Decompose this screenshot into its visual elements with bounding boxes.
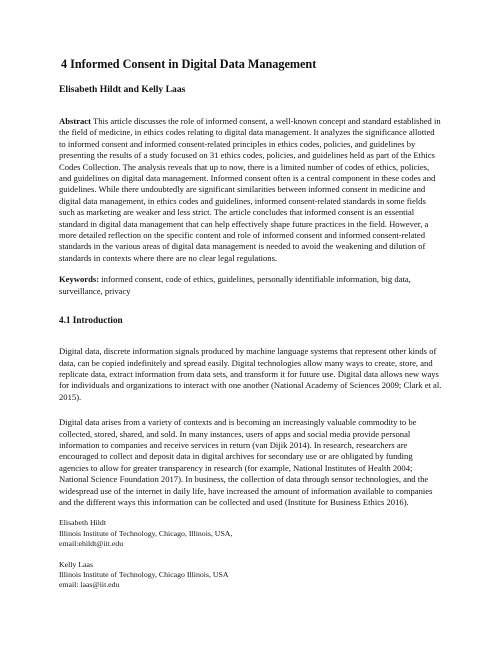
body-paragraph: Digital data, discrete information signals produced by machine language systems that represent other kinds of data, can be copied indefinitely and spread easily. Digital technologies allow many ways to create, store, and replicate data, extract information from data sets, and transform it for future use. Digital data allows new ways for individuals and organizations to interact with one another (National Academy of Sciences 2009; Clark et al. 2015). [59,346,442,402]
affiliation-email: email: laas@iit.edu [59,580,120,590]
chapter-title: 4 Informed Consent in Digital Data Management [61,57,317,71]
section-heading: 4.1 Introduction [59,315,123,326]
keywords-text: informed consent, code of ethics, guidelines, personally identifiable information, big data, surveillance, privacy [59,274,411,296]
author-line: Elisabeth Hildt and Kelly Laas [59,84,186,95]
abstract-text: This article discusses the role of informed consent, a well-known concept and standard established in the field of medicine, in ethics codes relating to digital data management. It analyzes the significance allotted to informed consent and informed consent-related principles in ethics codes, policies, and guidelines by presenting the results of a study focused on 31 ethics codes, policies, and guidelines held as part of the Ethics Codes Collection. The analysis reveals that up to now, there is a limited number of codes of ethics, policies, and guidelines on digital data management. Informed consent often is a central component in these codes and guidelines. While there undoubtedly are significant similarities between informed consent in medicine and digital data management, in ethics codes and guidelines, informed consent-related standards in some fields such as marketing are weaker and less strict. The article concludes that informed consent is an essential standard in digital data management that can help effectively shape future practices in the field. However, a more detailed reflection on the specific content and role of informed consent and informed consent-related standards in the various areas of digital data management is needed to avoid the weakening and dilution of standards in contexts where there are no clear legal regulations. [59,116,441,263]
keywords-label: Keywords: [59,274,100,285]
keywords [59,274,443,297]
author-affiliation [59,518,443,549]
affiliation-institution: Illinois Institute of Technology, Chicago, Illinois, USA, [59,528,233,538]
abstract-label: Abstract [59,116,91,126]
affiliation-name: Kelly Laas [59,559,93,569]
author-affiliation [59,560,443,591]
abstract [59,116,443,264]
paper-page [59,56,443,591]
body-paragraph: Digital data arises from a variety of contexts and is becoming an increasingly valuable commodity to be collected, stored, shared, and sold. In many instances, users of apps and social media provide personal information to companies and receive services in return (van Dijik 2014). In research, researchers are encouraged to collect and deposit data in digital archives for secondary use or are obligated by funding agencies to allow for greater transparency in research (for example, National Institutes of Health 2004; National Science Foundation 2017). In business, the collection of data through sensor technologies, and the widespread use of the internet in daily life, have increased the amount of information available to companies and the different ways this information can be collected and used (Institute for Business Ethics 2016). [59,417,433,507]
affiliation-email: email:ehildt@iit.edu [59,539,124,549]
affiliation-name: Elisabeth Hildt [59,518,106,528]
affiliation-institution: Illinois Institute of Technology, Chicago Illinois, USA [59,570,229,579]
